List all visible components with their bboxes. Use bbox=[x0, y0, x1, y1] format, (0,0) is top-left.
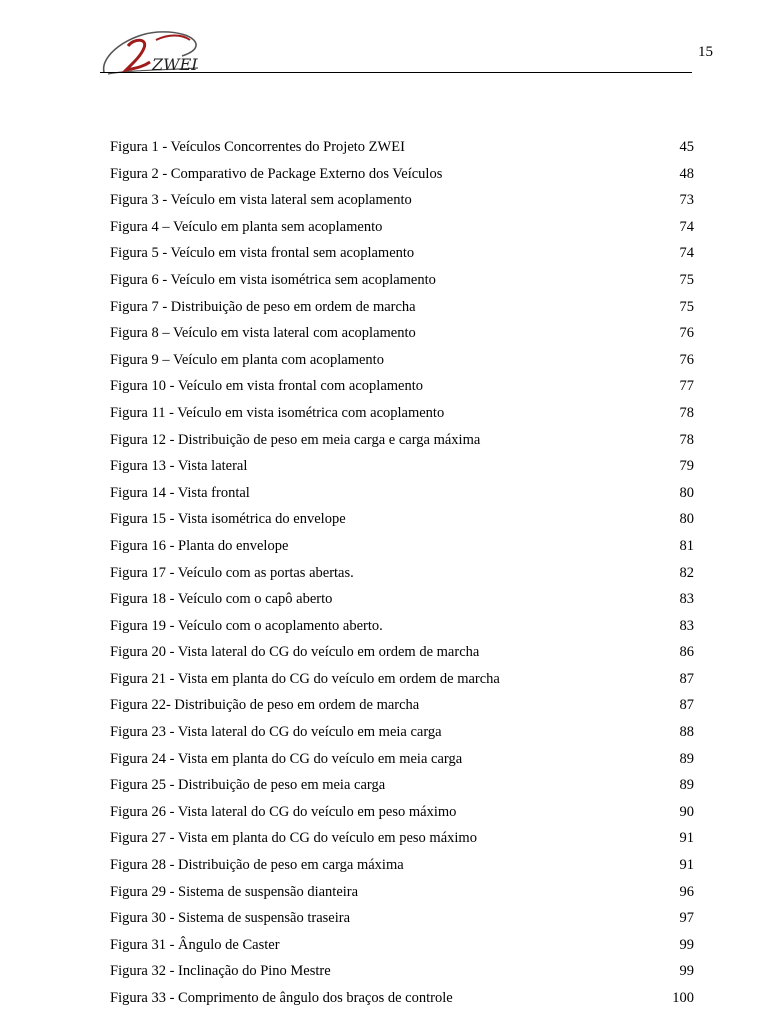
toc-entry-page: 75 bbox=[679, 271, 694, 288]
toc-entry-label: Figura 13 - Vista lateral bbox=[110, 458, 248, 475]
toc-entry[interactable] bbox=[110, 852, 694, 879]
toc-entry-page: 87 bbox=[679, 670, 694, 687]
toc-entry-label: Figura 9 – Veículo em planta com acoplamento bbox=[110, 351, 384, 368]
toc-entry-label: Figura 23 - Vista lateral do CG do veículo em meia carga bbox=[110, 724, 442, 741]
toc-entry-label: Figura 16 - Planta do envelope bbox=[110, 537, 289, 554]
toc-entry-page: 83 bbox=[679, 591, 694, 608]
toc-entry-page: 80 bbox=[679, 484, 694, 501]
toc-entry-label: Figura 6 - Veículo em vista isométrica sem acoplamento bbox=[110, 271, 436, 288]
toc-entry-label: Figura 19 - Veículo com o acoplamento aberto. bbox=[110, 617, 383, 634]
toc-entry-page: 88 bbox=[679, 724, 694, 741]
toc-entry-label: Figura 28 - Distribuição de peso em carga máxima bbox=[110, 857, 404, 874]
toc-entry-label: Figura 11 - Veículo em vista isométrica com acoplamento bbox=[110, 404, 445, 421]
toc-entry-page: 99 bbox=[679, 936, 694, 953]
toc-entry-page: 76 bbox=[679, 351, 694, 368]
toc-entry-label: Figura 24 - Vista em planta do CG do veículo em meia carga bbox=[110, 750, 463, 767]
toc-entry-page: 83 bbox=[679, 617, 694, 634]
toc-entry[interactable] bbox=[110, 692, 694, 719]
toc-entry-page: 96 bbox=[679, 883, 694, 900]
toc-entry[interactable] bbox=[110, 347, 694, 374]
list-of-figures bbox=[110, 134, 694, 1012]
toc-entry[interactable] bbox=[110, 958, 694, 985]
toc-entry-page: 91 bbox=[679, 830, 694, 847]
toc-entry[interactable] bbox=[110, 825, 694, 852]
header-rule bbox=[100, 72, 692, 73]
toc-entry-label: Figura 5 - Veículo em vista frontal sem acoplamento bbox=[110, 245, 415, 262]
page-number: 15 bbox=[698, 44, 713, 60]
toc-entry-page: 45 bbox=[679, 139, 694, 155]
toc-entry-label: Figura 20 - Vista lateral do CG do veículo em ordem de marcha bbox=[110, 644, 480, 661]
toc-entry-page: 91 bbox=[679, 857, 694, 874]
toc-entry[interactable] bbox=[110, 719, 694, 746]
toc-entry-label: Figura 3 - Veículo em vista lateral sem acoplamento bbox=[110, 192, 412, 209]
toc-entry-label: Figura 17 - Veículo com as portas abertas. bbox=[110, 564, 354, 581]
toc-entry[interactable] bbox=[110, 639, 694, 666]
logo-wordmark: ZWEI bbox=[152, 55, 198, 74]
toc-entry-page: 87 bbox=[679, 697, 694, 714]
toc-entry[interactable] bbox=[110, 373, 694, 400]
toc-entry-page: 90 bbox=[679, 803, 694, 820]
toc-entry[interactable] bbox=[110, 294, 694, 321]
toc-entry-page: 80 bbox=[679, 511, 694, 528]
toc-entry[interactable] bbox=[110, 799, 694, 826]
toc-entry[interactable] bbox=[110, 506, 694, 533]
toc-entry-page: 79 bbox=[679, 458, 694, 475]
toc-entry-label: Figura 4 – Veículo em planta sem acoplamento bbox=[110, 218, 383, 235]
toc-entry[interactable] bbox=[110, 613, 694, 640]
toc-entry-page: 82 bbox=[679, 564, 694, 581]
toc-entry-label: Figura 1 - Veículos Concorrentes do Projeto ZWEI bbox=[110, 139, 405, 155]
toc-entry[interactable] bbox=[110, 240, 694, 267]
toc-entry-label: Figura 26 - Vista lateral do CG do veículo em peso máximo bbox=[110, 803, 457, 820]
toc-entry-page: 89 bbox=[679, 750, 694, 767]
toc-entry[interactable] bbox=[110, 666, 694, 693]
toc-entry-label: Figura 2 - Comparativo de Package Externo dos Veículos bbox=[110, 165, 443, 182]
toc-entry-label: Figura 14 - Vista frontal bbox=[110, 484, 250, 501]
toc-entry-label: Figura 33 - Comprimento de ângulo dos braços de controle bbox=[110, 990, 453, 1006]
toc-entry-page: 73 bbox=[679, 192, 694, 209]
toc-entry-page: 48 bbox=[679, 165, 694, 182]
page-header bbox=[0, 0, 768, 80]
toc-entry-label: Figura 25 - Distribuição de peso em meia carga bbox=[110, 777, 386, 794]
toc-entry-label: Figura 27 - Vista em planta do CG do veículo em peso máximo bbox=[110, 830, 477, 847]
toc-entry[interactable] bbox=[110, 985, 694, 1012]
toc-entry[interactable] bbox=[110, 161, 694, 188]
toc-entry[interactable] bbox=[110, 586, 694, 613]
toc-entry[interactable] bbox=[110, 214, 694, 241]
toc-entry-page: 86 bbox=[679, 644, 694, 661]
toc-entry[interactable] bbox=[110, 267, 694, 294]
toc-entry-label: Figura 31 - Ângulo de Caster bbox=[110, 936, 280, 953]
toc-entry[interactable] bbox=[110, 187, 694, 214]
toc-entry-label: Figura 10 - Veículo em vista frontal com acoplamento bbox=[110, 378, 424, 395]
zwei-logo bbox=[98, 26, 202, 78]
toc-entry-page: 77 bbox=[679, 378, 694, 395]
toc-entry-page: 78 bbox=[679, 431, 694, 448]
toc-entry[interactable] bbox=[110, 932, 694, 959]
toc-entry[interactable] bbox=[110, 905, 694, 932]
toc-entry-label: Figura 22- Distribuição de peso em ordem de marcha bbox=[110, 697, 420, 714]
toc-entry-label: Figura 21 - Vista em planta do CG do veículo em ordem de marcha bbox=[110, 670, 500, 687]
toc-entry-page: 78 bbox=[679, 404, 694, 421]
toc-entry-label: Figura 15 - Vista isométrica do envelope bbox=[110, 511, 346, 528]
toc-entry-page: 74 bbox=[679, 218, 694, 235]
toc-entry-page: 74 bbox=[679, 245, 694, 262]
toc-entry[interactable] bbox=[110, 533, 694, 560]
toc-entry-page: 75 bbox=[679, 298, 694, 315]
toc-entry-page: 89 bbox=[679, 777, 694, 794]
toc-entry[interactable] bbox=[110, 746, 694, 773]
toc-entry[interactable] bbox=[110, 320, 694, 347]
toc-entry[interactable] bbox=[110, 427, 694, 454]
toc-entry-page: 76 bbox=[679, 325, 694, 342]
toc-entry-label: Figura 18 - Veículo com o capô aberto bbox=[110, 591, 333, 608]
toc-entry[interactable] bbox=[110, 400, 694, 427]
toc-entry[interactable] bbox=[110, 453, 694, 480]
toc-entry-label: Figura 30 - Sistema de suspensão traseira bbox=[110, 910, 351, 927]
toc-entry-label: Figura 12 - Distribuição de peso em meia carga e carga máxima bbox=[110, 431, 481, 448]
toc-entry-page: 97 bbox=[679, 910, 694, 927]
toc-entry-label: Figura 7 - Distribuição de peso em ordem de marcha bbox=[110, 298, 416, 315]
toc-entry[interactable] bbox=[110, 134, 694, 161]
toc-entry-page: 100 bbox=[672, 990, 694, 1006]
toc-entry[interactable] bbox=[110, 480, 694, 507]
toc-entry-label: Figura 32 - Inclinação do Pino Mestre bbox=[110, 963, 331, 980]
toc-entry[interactable] bbox=[110, 772, 694, 799]
toc-entry[interactable] bbox=[110, 879, 694, 906]
toc-entry[interactable] bbox=[110, 560, 694, 587]
toc-entry-label: Figura 29 - Sistema de suspensão dianteira bbox=[110, 883, 359, 900]
toc-entry-label: Figura 8 – Veículo em vista lateral com acoplamento bbox=[110, 325, 416, 342]
toc-entry-page: 99 bbox=[679, 963, 694, 980]
toc-entry-page: 81 bbox=[679, 537, 694, 554]
